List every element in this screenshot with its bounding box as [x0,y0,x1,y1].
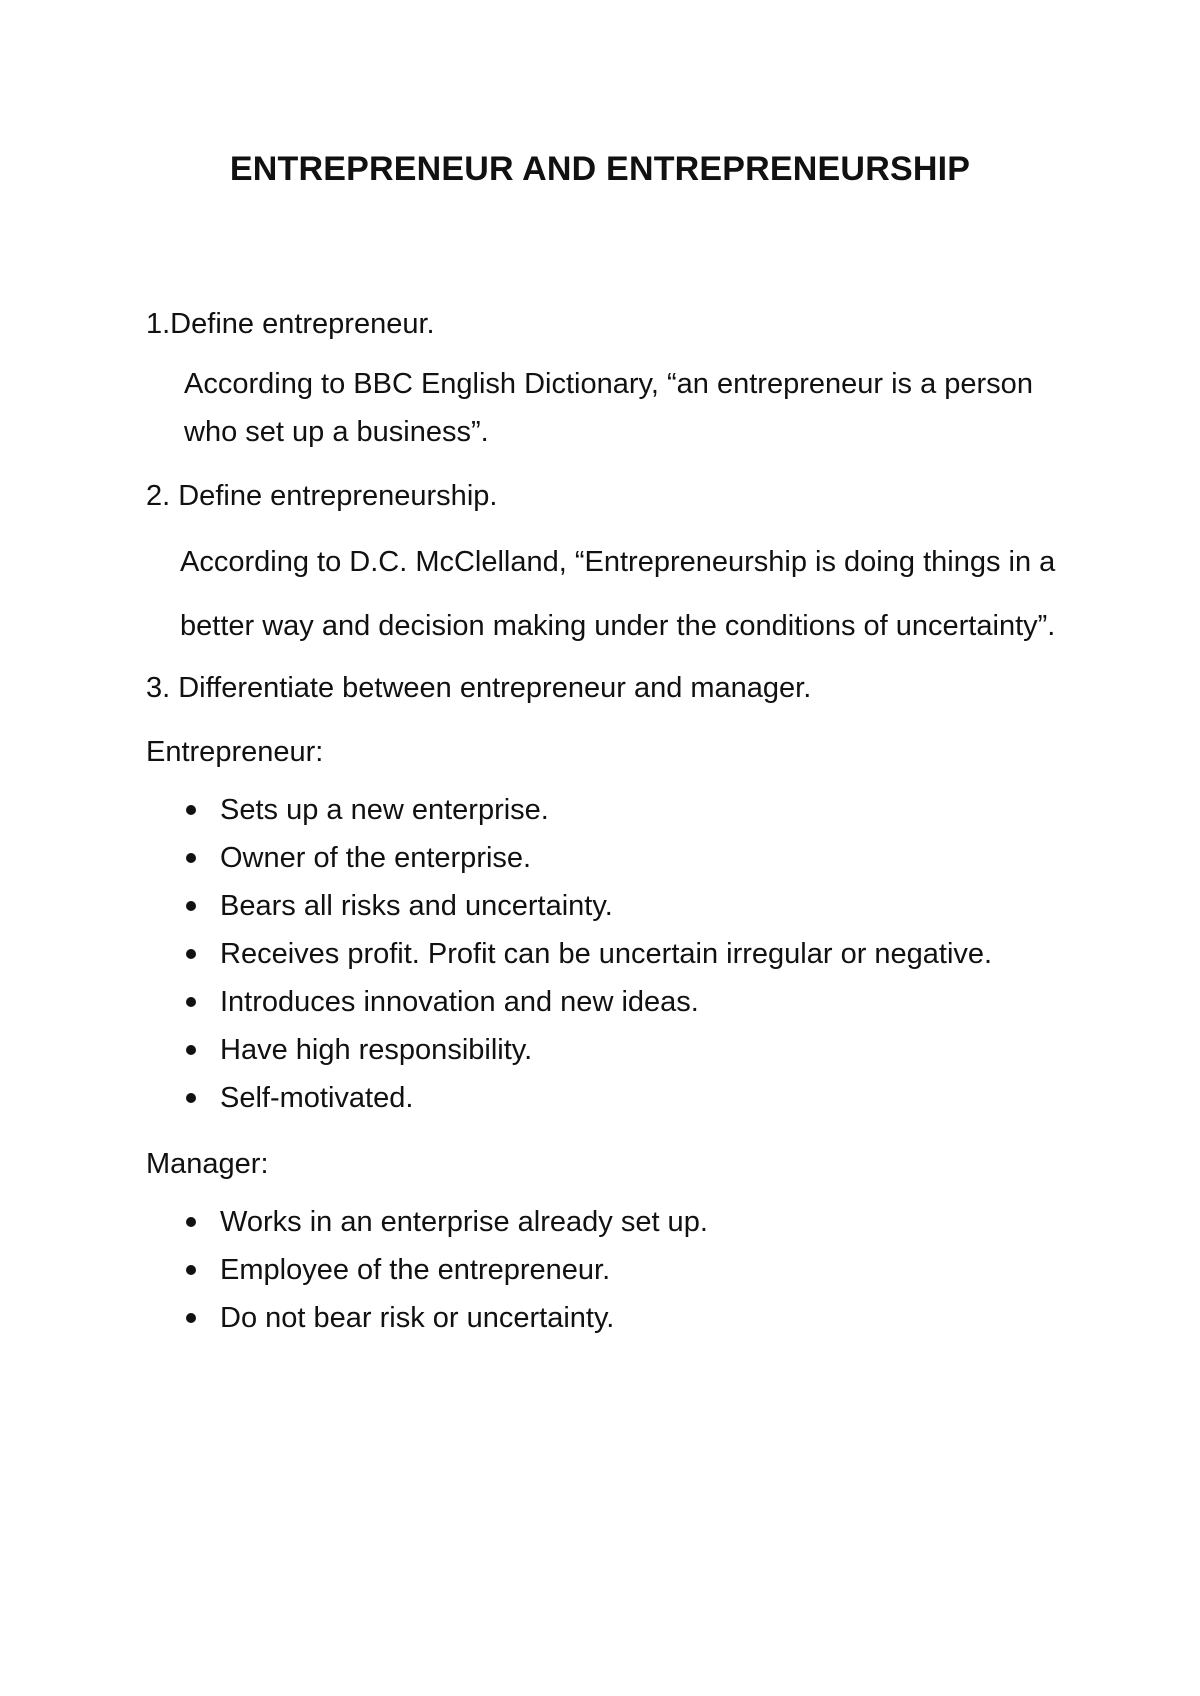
entrepreneur-points [146,786,1066,1122]
question-1: 1.Define entrepreneur. [146,308,435,340]
entrepreneur-point: Owner of the enterprise. [220,834,1066,882]
manager-point: Do not bear risk or uncertainty. [220,1294,1066,1342]
answer-2: According to D.C. McClelland, “Entrepreneurship is doing things in a better way and decision making under the conditions of uncertainty”. [180,546,1056,642]
entrepreneur-point: Bears all risks and uncertainty. [220,882,1066,930]
manager-points [146,1198,1066,1342]
document-title: ENTREPRENEUR AND ENTREPRENEURSHIP [229,150,971,188]
entrepreneur-point: Sets up a new enterprise. [220,786,1066,834]
document-body [146,300,1066,1360]
manager-point: Employee of the entrepreneur. [220,1246,1066,1294]
entrepreneur-point: Receives profit. Profit can be uncertain irregular or negative. [220,930,1066,978]
manager-point: Works in an enterprise already set up. [220,1198,1066,1246]
entrepreneur-point: Self-motivated. [220,1074,1066,1122]
entrepreneur-point: Introduces innovation and new ideas. [220,978,1066,1026]
entrepreneur-point: Have high responsibility. [220,1026,1066,1074]
entrepreneur-label: Entrepreneur: [146,736,324,768]
answer-1: According to BBC English Dictionary, “an entrepreneur is a person who set up a business”. [184,368,1033,448]
manager-label: Manager: [146,1148,269,1180]
question-3: 3. Differentiate between entrepreneur and manager. [146,672,812,704]
question-2: 2. Define entrepreneurship. [146,480,498,512]
